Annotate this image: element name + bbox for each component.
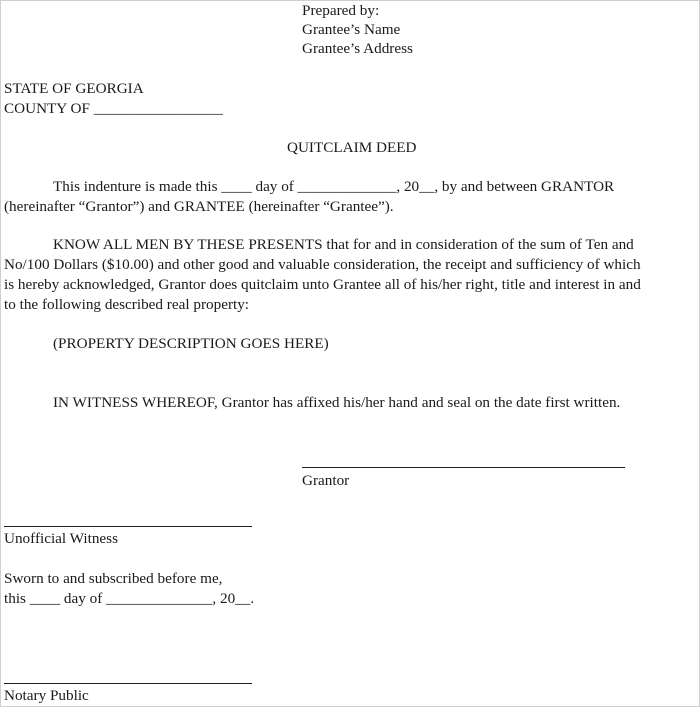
indenture-line-1: This indenture is made this ____ day of _____________, 20__, by and between GRANTOR	[53, 178, 615, 195]
county-line: COUNTY OF _________________	[4, 100, 223, 117]
grantor-label: Grantor	[302, 472, 350, 489]
document-title: QUITCLAIM DEED	[287, 139, 417, 156]
notary-label: Notary Public	[4, 687, 89, 704]
witness-signature-line	[4, 526, 252, 527]
grantor-signature-line	[302, 467, 625, 468]
indenture-line-2: (hereinafter “Grantor”) and GRANTEE (hereinafter “Grantee”).	[4, 198, 394, 215]
consideration-line-3: is hereby acknowledged, Grantor does quitclaim unto Grantee all of his/her right, title and interest in and	[4, 276, 641, 293]
witness-label: Unofficial Witness	[4, 530, 118, 547]
sworn-line-2: this ____ day of ______________, 20__.	[4, 590, 255, 607]
property-description: (PROPERTY DESCRIPTION GOES HERE)	[53, 335, 329, 352]
consideration-line-4: to the following described real property:	[4, 296, 250, 313]
state-line: STATE OF GEORGIA	[4, 80, 144, 97]
witness-clause: IN WITNESS WHEREOF, Grantor has affixed his/her hand and seal on the date first written.	[53, 394, 621, 411]
prepared-by-label: Prepared by:	[302, 2, 380, 19]
notary-signature-line	[4, 683, 252, 684]
grantee-name: Grantee’s Name	[302, 21, 401, 38]
sworn-line-1: Sworn to and subscribed before me,	[4, 570, 223, 587]
consideration-line-1: KNOW ALL MEN BY THESE PRESENTS that for and in consideration of the sum of Ten and	[53, 236, 634, 253]
consideration-line-2: No/100 Dollars ($10.00) and other good and valuable consideration, the receipt and sufficiency of which	[4, 256, 641, 273]
grantee-address: Grantee’s Address	[302, 40, 413, 57]
